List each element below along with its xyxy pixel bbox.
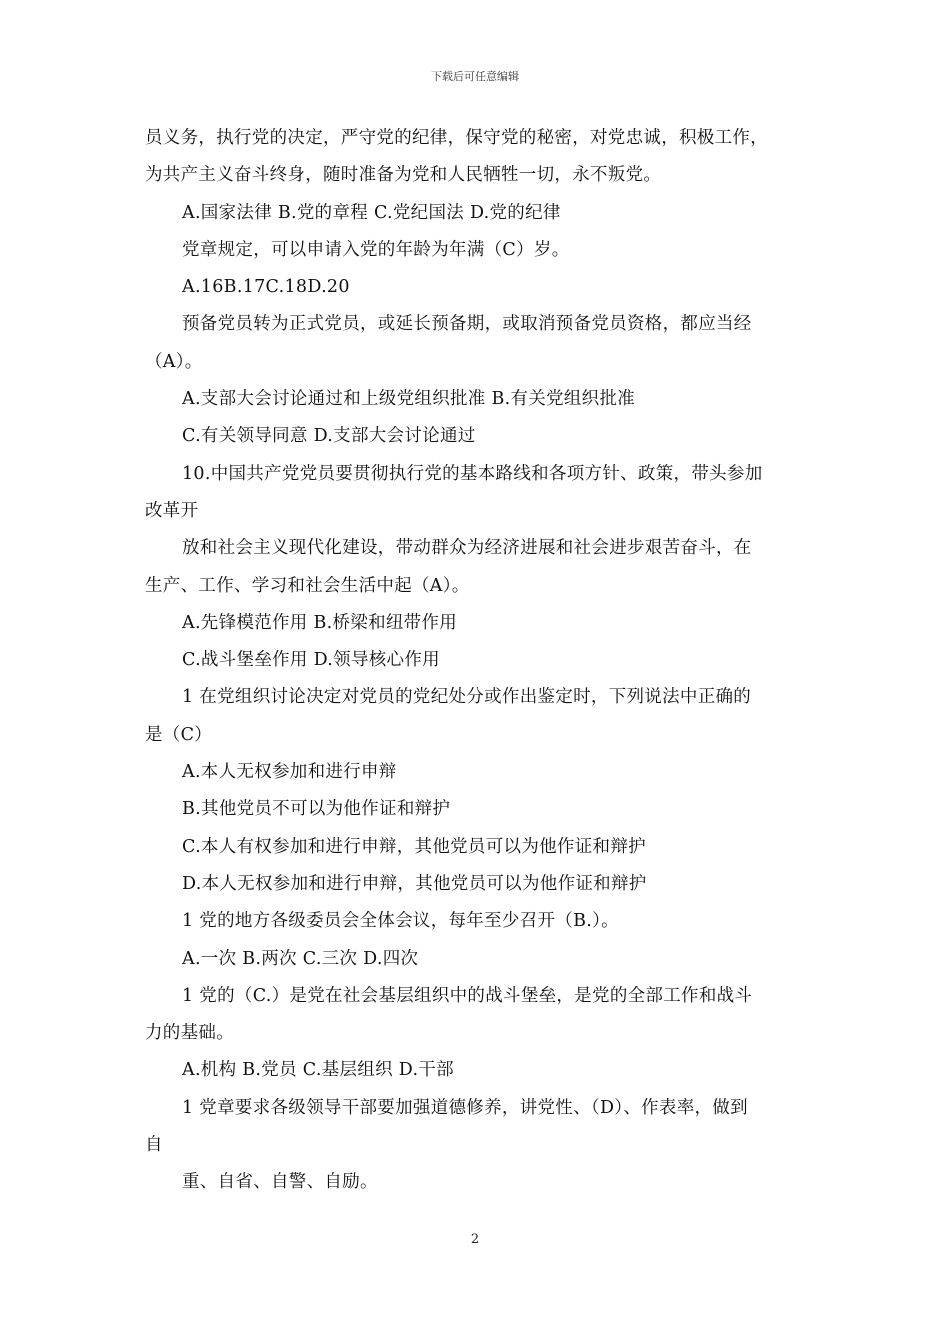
- text-line: 为共产主义奋斗终身，随时准备为党和人民牺牲一切，永不叛党。: [145, 165, 662, 186]
- text-line: 自: [145, 1135, 163, 1156]
- text-line: 是（C）: [145, 724, 213, 745]
- text-line: 员义务，执行党的决定，严守党的纪律，保守党的秘密，对党忠诚，积极工作，: [145, 128, 768, 148]
- text-line: （A）。: [145, 351, 203, 372]
- text-line: 放和社会主义现代化建设，带动群众为经济进展和社会进步艰苦奋斗，在: [182, 538, 752, 559]
- text-line: 生产、工作、学习和社会生活中起（A）。: [145, 575, 470, 596]
- text-line: A.一次 B.两次 C.三次 D.四次: [182, 948, 419, 969]
- text-line: C.战斗堡垒作用 D.领导核心作用: [182, 650, 440, 671]
- text-line: 党章规定，可以申请入党的年龄为年满（C）岁。: [182, 239, 570, 260]
- text-line: A.支部大会讨论通过和上级党组织批准 B.有关党组织批准: [182, 389, 636, 410]
- text-line: 力的基础。: [145, 1023, 234, 1044]
- page-number: 2: [470, 1232, 480, 1247]
- text-line: 1 党的（C.）是党在社会基层组织中的战斗堡垒，是党的全部工作和战斗: [182, 985, 753, 1006]
- text-line: B.其他党员不可以为他作证和辩护: [182, 799, 451, 820]
- text-line: 1 在党组织讨论决定对党员的党纪处分或作出鉴定时，下列说法中正确的: [182, 687, 752, 708]
- text-line: A.本人无权参加和进行申辩: [182, 762, 397, 783]
- text-line: 改革开: [145, 500, 199, 521]
- text-line: A.国家法律 B.党的章程 C.党纪国法 D.党的纪律: [182, 202, 561, 223]
- text-line: C.有关领导同意 D.支部大会讨论通过: [182, 426, 476, 447]
- text-line: 10.中国共产党党员要贯彻执行党的基本路线和各项方针、政策，带头参加: [182, 463, 763, 484]
- text-line: A.16B.17C.18D.20: [182, 277, 350, 298]
- text-line: C.本人有权参加和进行申辩，其他党员可以为他作证和辩护: [182, 836, 646, 857]
- text-line: A.先锋模范作用 B.桥梁和纽带作用: [182, 612, 458, 633]
- text-line: 重、自省、自警、自励。: [182, 1172, 378, 1193]
- page-header: 下载后可任意编辑: [431, 70, 519, 83]
- text-line: A.机构 B.党员 C.基层组织 D.干部: [182, 1060, 454, 1081]
- text-line: 1 党的地方各级委员会全体会议，每年至少召开（B.）。: [182, 911, 619, 932]
- text-line: 1 党章要求各级领导干部要加强道德修养，讲党性、（D）、作表率，做到: [182, 1097, 748, 1118]
- text-line: D.本人无权参加和进行申辩，其他党员可以为他作证和辩护: [182, 873, 647, 894]
- text-line: 预备党员转为正式党员，或延长预备期，或取消预备党员资格，都应当经: [182, 314, 752, 335]
- document-body: [145, 120, 815, 1202]
